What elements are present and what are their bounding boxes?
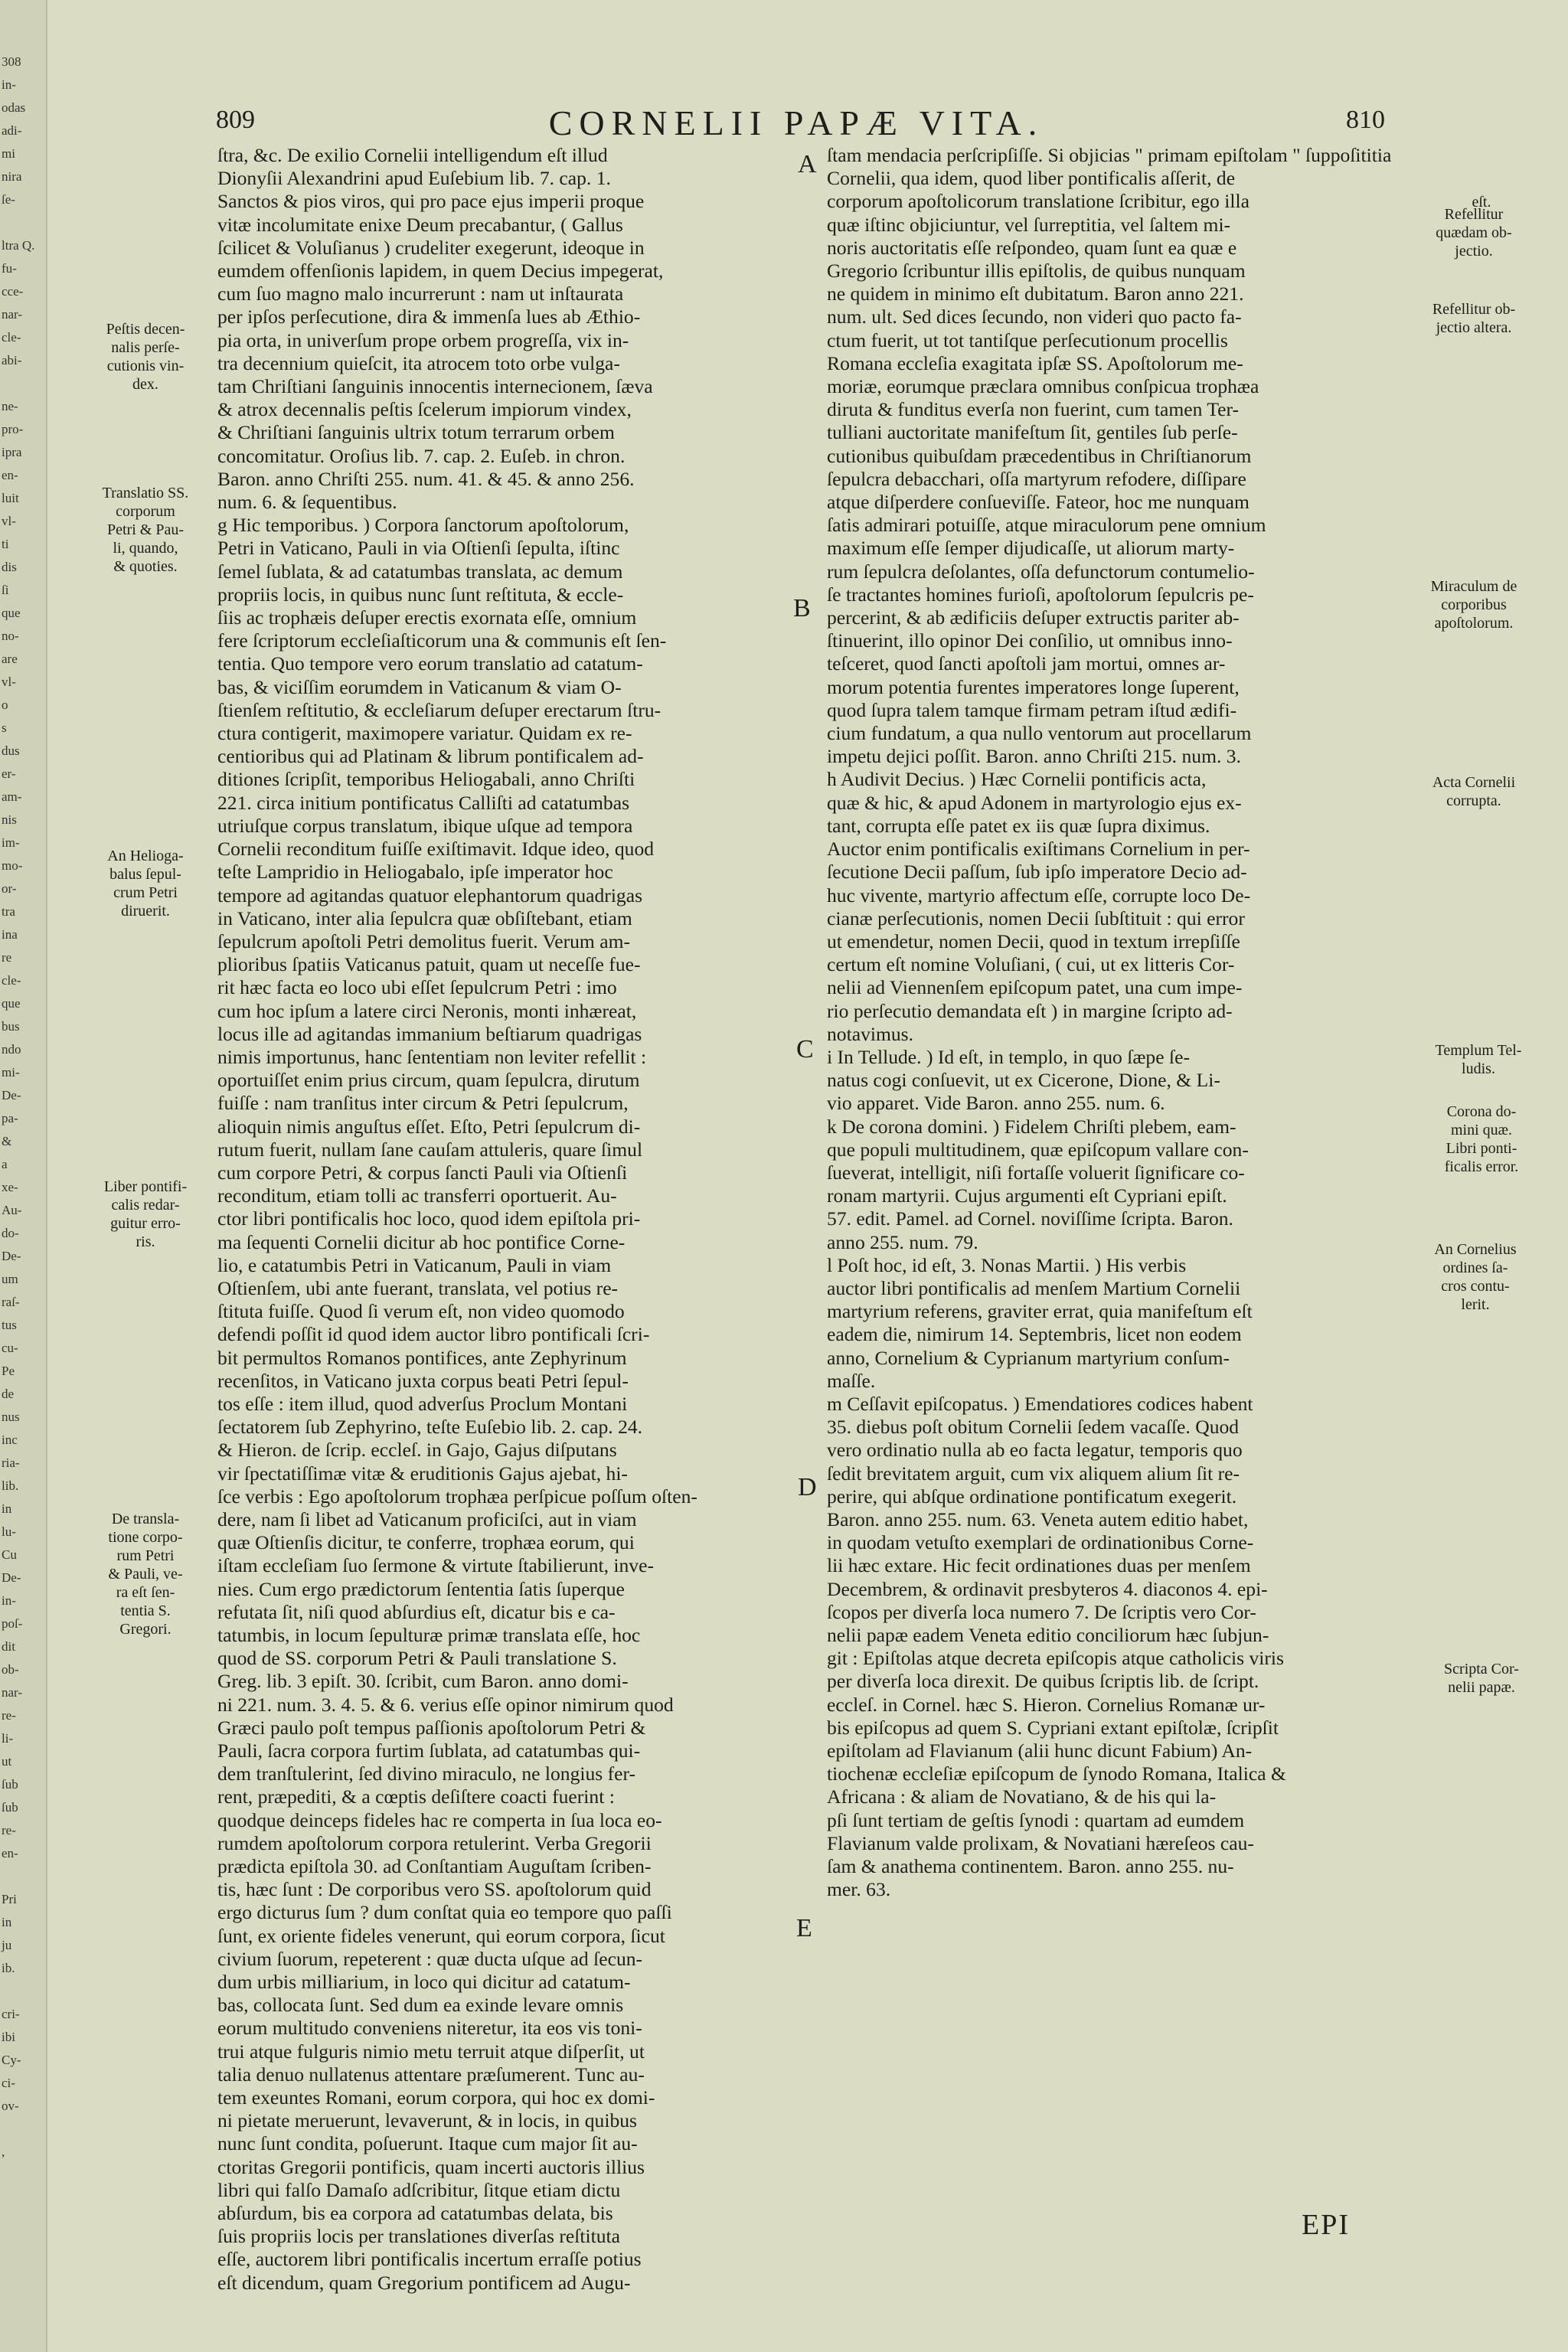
right-column-line: in quodam vetuſto exemplari de ordinationibus Corne- bbox=[827, 1531, 1254, 1554]
section-marker: C bbox=[796, 1035, 814, 1063]
left-column-line: nies. Cum ergo prædictorum ſententia ſatis ſuperque bbox=[217, 1577, 625, 1600]
right-column-line: vio apparet. Vide Baron. anno 255. num. 6. bbox=[827, 1092, 1165, 1115]
left-column-line: ditiones ſcripſit, temporibus Heliogabali, anno Chriſti bbox=[217, 768, 635, 791]
left-column-line: alioquin nimis anguſtus eſſet. Eſto, Petri ſepulcrum di- bbox=[217, 1115, 641, 1138]
left-column-line: quod de SS. corporum Petri & Pauli translatione S. bbox=[217, 1647, 617, 1670]
left-column-line: vitæ incolumitate enixe Deum precabantur, ( Gallus bbox=[217, 213, 623, 236]
gutter-fragment: ipra bbox=[2, 445, 22, 459]
gutter-fragment: tra bbox=[2, 904, 15, 919]
gutter-fragment: cce- bbox=[2, 284, 24, 299]
right-column-line: ſcopos per diverſa loca numero 7. De ſcriptis vero Cor- bbox=[827, 1600, 1256, 1623]
right-column-line: ctum fuerit, ut tot tantiſque perſecutionum procellis bbox=[827, 328, 1228, 351]
gutter-fragment: pa- bbox=[2, 1111, 18, 1125]
gutter-fragment: en- bbox=[2, 468, 18, 482]
left-column-line: ſtituta fuiſſe. Quod ſi verum eſt, non video quomodo bbox=[217, 1300, 625, 1323]
right-column-line: cium fundatum, a qua nullo ventorum aut procellarum bbox=[827, 722, 1252, 745]
gutter-fragment: dis bbox=[2, 560, 17, 574]
right-column-line: diruta & funditus everſa non fuerint, cum tamen Ter- bbox=[827, 398, 1240, 421]
right-margin-note: Acta Cornelii corrupta. bbox=[1432, 774, 1516, 809]
left-column-line: fere ſcriptorum eccleſiaſticorum una & communis eſt ſen- bbox=[217, 629, 667, 652]
gutter-fragment: abi- bbox=[2, 353, 22, 368]
left-column-line: ſectatorem ſub Zephyrino, teſte Euſebio lib. 2. cap. 24. bbox=[217, 1416, 643, 1439]
left-column-line: num. 6. & ſequentibus. bbox=[217, 491, 397, 514]
right-column-line: eccleſ. in Cornel. hæc S. Hieron. Cornelius Romanæ ur- bbox=[827, 1693, 1266, 1716]
gutter-fragment: ne- bbox=[2, 399, 18, 413]
gutter-fragment: li- bbox=[2, 1731, 14, 1746]
right-column-line: rum ſepulcra deſolantes, oſſa defunctorum contumelio- bbox=[827, 560, 1255, 583]
catchword: EPI bbox=[1302, 2209, 1350, 2241]
left-column-line: Sanctos & pios viros, qui pro pace ejus imperii proque bbox=[217, 190, 645, 213]
right-column-line: mer. 63. bbox=[827, 1878, 891, 1901]
left-column-line: ſemel ſublata, & ad catatumbas translata, ac demum bbox=[217, 560, 623, 583]
left-column-line: centioribus qui ad Platinam & librum pontificalem ad- bbox=[217, 745, 644, 768]
right-column-line: ſueverat, intelligit, niſi fortaſſe voluerit ſignificare co- bbox=[827, 1161, 1245, 1184]
right-column-line: anno, Cornelium & Cyprianum martyrium conſum- bbox=[827, 1346, 1230, 1369]
left-column-line: tis, hæc ſunt : De corporibus vero SS. apoſtolorum quid bbox=[217, 1878, 652, 1901]
right-column-line: Cornelii, qua idem, quod liber pontificalis aſſerit, de bbox=[827, 167, 1236, 190]
gutter-fragment: De- bbox=[2, 1249, 21, 1263]
left-margin-note: Liber pontifi- calis redar- guitur erro- ris. bbox=[103, 1178, 188, 1250]
right-column-line: k De corona domini. ) Fidelem Chriſti plebem, eam- bbox=[827, 1115, 1236, 1138]
left-column-line: eumdem offenſionis lapidem, in quem Decius impegerat, bbox=[217, 260, 664, 283]
left-column-line: bit permultos Romanos pontifices, ante Zephyrinum bbox=[217, 1346, 627, 1369]
right-margin-note: Templum Tel- ludis. bbox=[1435, 1042, 1522, 1077]
left-column-line: talia denuo nullatenus attentare præſumerent. Tunc au- bbox=[217, 2063, 645, 2086]
right-column-line: quod ſupra talem tamque firmam petram iſtud ædifi- bbox=[827, 698, 1237, 721]
right-column-line: ſatis admirari potuiſſe, atque miraculorum pene omnium bbox=[827, 514, 1266, 537]
left-column-line: g Hic temporibus. ) Corpora ſanctorum apoſtolorum, bbox=[217, 514, 629, 537]
right-column-line: 57. edit. Pamel. ad Cornel. noviſſime ſcripta. Baron. bbox=[827, 1207, 1233, 1230]
left-column-line: oportuiſſet enim prius circum, quam ſepulcra, dirutum bbox=[217, 1069, 640, 1092]
gutter-fragment: cri- bbox=[2, 2007, 20, 2021]
gutter-fragment: en- bbox=[2, 1846, 18, 1860]
right-column-line: Flavianum valde prolixam, & Novatiani hæreſeos cau- bbox=[827, 1831, 1254, 1854]
section-marker: E bbox=[796, 1914, 812, 1942]
right-margin-note: Corona do- mini quæ. Libri ponti- ficalis error. bbox=[1444, 1103, 1519, 1175]
left-column-line: cum hoc ipſum a latere circi Neronis, monti inhæreat, bbox=[217, 999, 637, 1022]
left-column-line: ni pietate meruerunt, levaverunt, & in locis, in quibus bbox=[217, 2109, 638, 2132]
right-column-line: num. ult. Sed dices ſecundo, non videri quo pacto fa- bbox=[827, 305, 1242, 328]
right-column-line: huc vivente, martyrio affectum eſſe, corrupte loco De- bbox=[827, 884, 1251, 906]
gutter-fragment: tus bbox=[2, 1318, 17, 1332]
gutter-fragment: mi bbox=[2, 146, 15, 161]
right-column-line: tant, corrupta eſſe patet ex iis quæ ſupra diximus. bbox=[827, 814, 1210, 837]
left-column-line: & atrox decennalis peſtis ſcelerum impiorum vindex, bbox=[217, 398, 632, 421]
right-column-line: moriæ, eorumque præclara omnibus conſpicua trophæa bbox=[827, 375, 1259, 398]
left-column-line: concomitatur. Oroſius lib. 7. cap. 2. Euſeb. in chron. bbox=[217, 444, 626, 467]
right-column-line: auctor libri pontificalis ad menſem Martium Cornelii bbox=[827, 1276, 1241, 1299]
right-column-line: rio perſecutio demandata eſt ) in margine ſcripto ad- bbox=[827, 999, 1233, 1022]
right-column-line: ſepulcra debacchari, oſſa martyrum refodere, diſſipare bbox=[827, 467, 1246, 490]
right-column-line: tulliani auctoritate manifeſtum ſit, gentiles ſub perſe- bbox=[827, 421, 1238, 444]
gutter-fragment: im- bbox=[2, 835, 20, 850]
right-column-line: m Ceſſavit epiſcopatus. ) Emendatiores codices habent bbox=[827, 1392, 1253, 1415]
left-column-line: ſepulcrum apoſtoli Petri demolitus fuerit. Verum am- bbox=[217, 929, 631, 952]
gutter-fragment: ut bbox=[2, 1754, 12, 1769]
gutter-fragment: nar- bbox=[2, 1685, 23, 1700]
gutter-fragment: que bbox=[2, 606, 21, 620]
gutter-fragment: Pe bbox=[2, 1364, 15, 1378]
right-column-line: bis epiſcopus ad quem S. Cypriani extant epiſtolæ, ſcripſit bbox=[827, 1716, 1279, 1739]
right-column-line: natus cogi conſuevit, ut ex Cicerone, Dione, & Li- bbox=[827, 1069, 1220, 1092]
left-column-line: utriuſque corpus translatum, ibique uſque ad tempora bbox=[217, 814, 633, 837]
gutter-fragment: pro- bbox=[2, 422, 24, 436]
right-column-line: morum potentia furentes imperatores longe ſuperent, bbox=[827, 675, 1240, 698]
right-column-line: certum eſt nomine Voluſiani, ( cui, ut ex litteris Cor- bbox=[827, 953, 1235, 976]
right-column-line: git : Epiſtolas atque decreta epiſcopis atque catholicis viris bbox=[827, 1647, 1285, 1670]
left-column-line: bas, collocata ſunt. Sed dum ea exinde levare omnis bbox=[217, 1994, 624, 2017]
gutter-fragment: fu- bbox=[2, 261, 17, 276]
gutter-fragment: do- bbox=[2, 1226, 19, 1240]
left-column-line: libri qui falſo Damaſo adſcribitur, ſitque etiam dictu bbox=[217, 2178, 621, 2201]
gutter-fragment: am- bbox=[2, 789, 22, 804]
right-column-line: corporum apoſtolicorum translatione ſcribitur, ego illa bbox=[827, 190, 1250, 213]
gutter-fragment: ibi bbox=[2, 2030, 15, 2044]
left-column-line: teſte Lampridio in Heliogabalo, ipſe imperator hoc bbox=[217, 861, 613, 884]
gutter-fragment: ina bbox=[2, 927, 18, 942]
right-column-line: noris auctoritatis eſſe reſpondeo, quam ſunt ea quæ e bbox=[827, 236, 1237, 259]
left-column-line: eorum multitudo conveniens niteretur, ita eos vis toni- bbox=[217, 2017, 642, 2040]
gutter-fragment: raſ- bbox=[2, 1295, 20, 1309]
gutter-fragment: Au- bbox=[2, 1203, 22, 1217]
right-column-line: 35. diebus poſt obitum Cornelii ſedem vacaſſe. Quod bbox=[827, 1416, 1240, 1439]
gutter-fragment: um bbox=[2, 1272, 18, 1286]
right-column-line: cutionibus quibuſdam præcedentibus in Chriſtianorum bbox=[827, 444, 1252, 467]
left-column-line: tem exeuntes Romani, eorum corpora, qui hoc ex domi- bbox=[217, 2086, 655, 2109]
right-margin-note: eſt. bbox=[1472, 194, 1491, 211]
right-column-line: vero ordinatio nulla ab eo facta legatur, temporis quo bbox=[827, 1439, 1243, 1462]
right-margin-note: Refellitur quædam ob- jectio. bbox=[1436, 206, 1512, 260]
left-column-line: ſiis ac trophæis deſuper erectis exornata eſſe, omnium bbox=[217, 606, 637, 629]
right-column-line: que populi multitudinem, quæ epiſcopum vallare con- bbox=[827, 1138, 1249, 1161]
gutter-fragment: ib. bbox=[2, 1961, 15, 1975]
left-column-line: Greg. lib. 3 epiſt. 30. ſcribit, cum Baron. anno domi- bbox=[217, 1670, 629, 1693]
left-column-line: ctura contigerit, maximopere variatur. Quidam ex re- bbox=[217, 722, 632, 745]
section-marker: B bbox=[793, 594, 811, 622]
left-column-line: vir ſpectatiſſimæ vitæ & eruditionis Gajus ajebat, hi- bbox=[217, 1462, 628, 1485]
left-column-line: quæ Oſtienſis dicitur, te conferre, trophæa eorum, qui bbox=[217, 1531, 635, 1554]
gutter-fragment: are bbox=[2, 652, 18, 666]
left-column-line: iſtam eccleſiam ſuo ſermone & virtute ſtabilierunt, inve- bbox=[217, 1554, 654, 1577]
left-column-line: tos eſſe : item illud, quod adverſus Proclum Montani bbox=[217, 1392, 628, 1415]
gutter-fragment: ndo bbox=[2, 1042, 21, 1057]
gutter-fragment: o bbox=[2, 697, 8, 712]
left-column-line: tentia. Quo tempore vero eorum translatio ad catatum- bbox=[217, 652, 643, 675]
right-column-line: nelii papæ eadem Veneta editio conciliorum hæc ſubjun- bbox=[827, 1624, 1269, 1646]
right-column-line: nelii ad Viennenſem epiſcopum patet, una cum impe- bbox=[827, 976, 1243, 999]
gutter-fragment: er- bbox=[2, 766, 16, 781]
right-column-line: ne quidem in minimo eſt dubitatum. Baron anno 221. bbox=[827, 283, 1244, 305]
left-column-line: ma ſequenti Cornelii dicitur ab hoc pontifice Corne- bbox=[217, 1230, 626, 1253]
right-column-line: notavimus. bbox=[827, 1022, 914, 1045]
left-column-line: Petri in Vaticano, Pauli in via Oſtienſi ſepulta, iſtinc bbox=[217, 537, 620, 560]
left-column-line: nimis importunus, hanc ſententiam non leviter refellit : bbox=[217, 1045, 647, 1068]
right-margin-note: An Cornelius ordines ſa- cros contu- lerit. bbox=[1434, 1241, 1517, 1313]
gutter-fragment: mi- bbox=[2, 1065, 20, 1080]
left-margin-note: Translatio SS. corporum Petri & Pau- li, quando, & quoties. bbox=[102, 485, 189, 575]
gutter-fragment: no- bbox=[2, 629, 19, 643]
gutter-fragment: ju bbox=[2, 1938, 12, 1952]
left-column-line: Dionyſii Alexandrini apud Euſebium lib. 7. cap. 1. bbox=[217, 167, 611, 190]
right-column-line: l Poſt hoc, id eſt, 3. Nonas Martii. ) His verbis bbox=[827, 1253, 1187, 1276]
right-column-line: atque diſperdere conſueviſſe. Fateor, hoc me nunquam bbox=[827, 491, 1250, 514]
gutter-fragment: or- bbox=[2, 881, 17, 896]
left-column-line: ni 221. num. 3. 4. 5. & 6. verius eſſe opinor nimirum quod bbox=[217, 1693, 674, 1716]
gutter-fragment: ov- bbox=[2, 2099, 19, 2113]
left-column-line: 221. circa initium pontificatus Calliſti ad catatumbas bbox=[217, 791, 630, 814]
left-column-line: abſurdum, bis ea corpora ad catatumbas delata, bis bbox=[217, 2202, 613, 2225]
gutter-fragment: dit bbox=[2, 1639, 15, 1654]
gutter-fragment: re- bbox=[2, 1708, 16, 1723]
gutter-fragment: ltra Q. bbox=[2, 238, 35, 253]
gutter-fragment: De- bbox=[2, 1088, 21, 1102]
right-column-line: anno 255. num. 79. bbox=[827, 1230, 978, 1253]
running-title: CORNELII PAPÆ VITA. bbox=[548, 103, 1044, 142]
right-column-line: ſecutione Decii paſſum, ſub ipſo imperatore Decio ad- bbox=[827, 861, 1247, 884]
left-column-line: ergo dicturus ſum ? dum conſtat quia eo tempore quo paſſi bbox=[217, 1901, 672, 1924]
gutter-fragment: ria- bbox=[2, 1455, 20, 1470]
left-column-line: eſt dicendum, quam Gregorium pontificem ad Augu- bbox=[217, 2271, 631, 2294]
right-column-line: i In Tellude. ) Id eſt, in templo, in quo ſæpe ſe- bbox=[827, 1045, 1190, 1068]
gutter-fragment: nus bbox=[2, 1410, 20, 1424]
left-column-line: prædicta epiſtola 30. ad Conſtantiam Auguſtam ſcriben- bbox=[217, 1855, 652, 1878]
gutter-fragment: nis bbox=[2, 812, 17, 827]
gutter-fragment: ſub bbox=[2, 1800, 18, 1815]
left-column-line: fuiſſe : nam tranſitus inter circum & Petri ſepulcrum, bbox=[217, 1092, 629, 1115]
left-column-line: dere, nam ſi libet ad Vaticanum proficiſci, aut in viam bbox=[217, 1508, 637, 1530]
gutter-fragment: ſi bbox=[2, 583, 9, 597]
right-margin-note: Refellitur ob- jectio altera. bbox=[1432, 301, 1516, 336]
right-column-line: per diverſa loca direxit. De quibus ſcriptis lib. de ſcript. bbox=[827, 1670, 1259, 1693]
gutter-fragment: ſe- bbox=[2, 192, 15, 207]
left-column-line: propriis locis, in quibus nunc ſunt reſtituta, & eccle- bbox=[217, 583, 624, 606]
gutter-fragment: cu- bbox=[2, 1341, 18, 1355]
left-column-line: plioribus ſpatiis Vaticanus patuit, quam ut neceſſe fue- bbox=[217, 953, 641, 976]
right-column-line: ut emendetur, nomen Decii, quod in textum irrepſiſſe bbox=[827, 929, 1240, 952]
left-column-line: Oſtienſem, ubi ante fuerant, translata, vel potius re- bbox=[217, 1276, 619, 1299]
gutter-fragment: adi- bbox=[2, 123, 22, 138]
right-column-line: martyrium referens, graviter errat, quia manifeſtum eſt bbox=[827, 1300, 1253, 1323]
left-text-column bbox=[217, 144, 808, 2295]
right-column-line: Gregorio ſcribuntur illis epiſtolis, de quibus nunquam bbox=[827, 260, 1246, 283]
gutter-fragment: ti bbox=[2, 537, 9, 551]
right-column-line: maximum eſſe ſemper dijudicaſſe, ut aliorum marty- bbox=[827, 537, 1235, 560]
gutter-fragment: dus bbox=[2, 743, 20, 758]
right-column-line: perire, qui abſque ordinatione pontificatum exegerit. bbox=[827, 1485, 1237, 1508]
gutter-fragment: bus bbox=[2, 1019, 20, 1034]
section-marker: A bbox=[798, 150, 817, 178]
right-column-line: quæ & hic, & apud Adonem in martyrologio ejus ex- bbox=[827, 791, 1242, 814]
left-column-line: refutata ſit, niſi quod abſurdius eſt, dicatur bis e ca- bbox=[217, 1600, 616, 1623]
right-column-line: ſedit brevitatem arguit, cum vix aliquem alium ſit re- bbox=[827, 1462, 1240, 1485]
gutter-fragment: nira bbox=[2, 169, 22, 184]
gutter-fragment: in bbox=[2, 1501, 12, 1516]
left-column-line: tam Chriſtiani ſanguinis innocentis internecionem, ſæva bbox=[217, 375, 653, 398]
left-column-line: lio, e catatumbis Petri in Vaticanum, Pauli in viam bbox=[217, 1253, 612, 1276]
left-column-line: tra decennium quieſcit, ita atrocem toto orbe vulga- bbox=[217, 351, 620, 374]
right-column-line: maſſe. bbox=[827, 1369, 876, 1392]
left-column-line: in Vaticano, inter alia ſepulcra quæ obſiſtebant, etiam bbox=[217, 906, 632, 929]
gutter-fragment: Pri bbox=[2, 1892, 17, 1906]
gutter-fragment: vl- bbox=[2, 675, 16, 689]
left-column-line: recenſitos, in Vaticano juxta corpus beati Petri ſepul- bbox=[217, 1369, 629, 1392]
right-column-line: eadem die, nimirum 14. Septembris, licet non eodem bbox=[827, 1323, 1242, 1346]
right-margin-note: Miraculum de corporibus apoſtolorum. bbox=[1430, 578, 1517, 632]
left-column-line: rutum fuerit, nullam ſane cauſam attuleris, quare ſimul bbox=[217, 1138, 643, 1161]
gutter-fragment: in bbox=[2, 1915, 12, 1929]
left-column-line: rit hæc facta eo loco ubi eſſet ſepulcrum Petri : imo bbox=[217, 976, 617, 999]
left-column-line: reconditum, etiam tolli ac transferri oportuerit. Au- bbox=[217, 1184, 617, 1207]
left-column-line: & Hieron. de ſcrip. eccleſ. in Gajo, Gajus diſputans bbox=[217, 1439, 617, 1462]
right-column-line: percerint, & ab ædificiis deſuper extructis pariter ab- bbox=[827, 606, 1240, 629]
left-column-line: tatumbis, in locum ſepulturæ primæ translata eſſe, hoc bbox=[217, 1624, 641, 1646]
left-column-line: trui atque fulguris nimio metu terruit atque diſperſit, ut bbox=[217, 2040, 645, 2063]
gutter-fragment: re- bbox=[2, 1823, 16, 1838]
section-marker: D bbox=[798, 1473, 817, 1501]
left-column-line: & Chriſtiani ſanguinis ultrix totum terrarum orbem bbox=[217, 421, 615, 444]
right-column-line: quæ iſtinc objiciuntur, vel ſurreptitia, vel ſaltem mi- bbox=[827, 213, 1231, 236]
left-column-line: civium ſuorum, repeterent : quæ ducta uſque ad ſecun- bbox=[217, 1947, 643, 1970]
right-column-line: pſi ſunt tertiam de geſtis ſynodi : quartam ad eumdem bbox=[827, 1808, 1245, 1831]
left-column-line: Baron. anno Chriſti 255. num. 41. & 45. & anno 256. bbox=[217, 467, 635, 490]
gutter-fragment: in- bbox=[2, 77, 16, 92]
gutter-fragment: ſub bbox=[2, 1777, 18, 1792]
right-text-column bbox=[827, 144, 1393, 1901]
gutter-fragment: lu- bbox=[2, 1524, 16, 1539]
gutter-fragment: nar- bbox=[2, 307, 23, 322]
gutter-fragment: Cy- bbox=[2, 2053, 21, 2067]
gutter-fragment: & bbox=[2, 1134, 12, 1148]
gutter-fragment: vl- bbox=[2, 514, 16, 528]
gutter-fragment: re bbox=[2, 950, 12, 965]
left-column-line: ſtra, &c. De exilio Cornelii intelligendum eſt illud bbox=[217, 144, 608, 166]
left-column-line: ſuis propriis locis per translationes diverſas reſtituta bbox=[217, 2225, 620, 2248]
right-margin-note: Scripta Cor- nelii papæ. bbox=[1444, 1661, 1519, 1696]
page-number-right: 810 bbox=[1346, 106, 1385, 134]
left-column-line: locus ille ad agitandas immanium beſtiarum quadrigas bbox=[217, 1022, 642, 1045]
left-column-line: pia orta, in univerſum prope orbem progreſſa, vix in- bbox=[217, 328, 629, 351]
right-column-line: impetu dejici poſſit. Baron. anno Chriſti 215. num. 3. bbox=[827, 745, 1241, 768]
gutter-fragment: odas bbox=[2, 100, 26, 115]
left-column-line: cum corpore Petri, & corpus ſancti Pauli via Oſtienſi bbox=[217, 1161, 628, 1184]
gutter-fragment: ob- bbox=[2, 1662, 19, 1677]
left-column-line: dem tranſtulerint, ſed divino miraculo, ne longius fer- bbox=[217, 1762, 636, 1785]
gutter-fragment: xe- bbox=[2, 1180, 18, 1194]
right-column-line: ſe tractantes homines furioſi, apoſtolorum ſepulcris pe- bbox=[827, 583, 1254, 606]
right-column-line: teſceret, quod ſancti apoſtoli jam mortui, omnes ar- bbox=[827, 652, 1226, 675]
gutter-fragment: ci- bbox=[2, 2076, 15, 2090]
page-number-left: 809 bbox=[216, 106, 255, 134]
right-column-line: ronam martyrii. Cujus argumenti eſt Cypriani epiſt. bbox=[827, 1184, 1227, 1207]
left-margin-note: Peſtis decen- nalis perſe- cutionis vin- dex. bbox=[106, 321, 185, 393]
right-column-line: ſtinuerint, illo opinor Dei conſilio, ut omnibus inno- bbox=[827, 629, 1233, 652]
gutter-fragment: poſ- bbox=[2, 1616, 23, 1631]
left-column-line: per ipſos perſecutione, dira & immenſa lues ab Æthio- bbox=[217, 305, 641, 328]
left-column-line: ctor libri pontificalis hoc loco, quod idem epiſtola pri- bbox=[217, 1207, 641, 1230]
left-margin-note: De transla- tione corpo- rum Petri & Pauli, ve- ra eſt ſen- tentia S. Gregori. bbox=[108, 1511, 183, 1638]
left-column-line: bas, & viciſſim eorumdem in Vaticanum & viam O- bbox=[217, 675, 622, 698]
gutter-fragment: de bbox=[2, 1387, 15, 1401]
left-column-line: ſtienſem reſtitutio, & eccleſiarum deſuper erectarum ſtru- bbox=[217, 698, 662, 721]
gutter-fragment: mo- bbox=[2, 858, 23, 873]
left-column-line: nunc ſunt condita, poſuerunt. Itaque cum major ſit au- bbox=[217, 2132, 638, 2155]
gutter-fragment: a bbox=[2, 1157, 8, 1171]
right-column-line: Auctor enim pontificalis exiſtimans Cornelium in per- bbox=[827, 838, 1250, 861]
right-column-line: Decembrem, & ordinavit presbyteros 4. diaconos 4. epi- bbox=[827, 1577, 1268, 1600]
right-column-line: ſam & anathema continentem. Baron. anno 255. nu- bbox=[827, 1855, 1234, 1878]
right-column-line: Baron. anno 255. num. 63. Veneta autem editio habet, bbox=[827, 1508, 1249, 1530]
gutter-fragment: cle- bbox=[2, 330, 21, 345]
left-column-line: eſſe, auctorem libri pontificalis incertum erraſſe potius bbox=[217, 2248, 642, 2271]
gutter-fragment: De- bbox=[2, 1570, 21, 1585]
right-column-line: cianæ perſecutionis, nomen Decii ſubſtituit : qui error bbox=[827, 906, 1245, 929]
left-column-line: defendi poſſit id quod idem auctor libro pontificali ſcri- bbox=[217, 1323, 650, 1346]
left-margin-note: An Helioga- balus ſepul- crum Petri diruerit. bbox=[107, 848, 184, 920]
gutter-fragment: cle- bbox=[2, 973, 21, 988]
right-column-line: epiſtolam ad Flavianum (alii hunc dicunt Fabium) An- bbox=[827, 1740, 1253, 1762]
right-column-line: tiochenæ eccleſiæ epiſcopum de ſynodo Romana, Italica & bbox=[827, 1762, 1286, 1785]
gutter-fragment: , bbox=[2, 2145, 5, 2159]
previous-page-gutter bbox=[0, 0, 47, 2352]
left-column-line: ctoritas Gregorii pontificis, quam incerti auctoris illius bbox=[217, 2155, 645, 2178]
left-column-line: tempore ad agitandas quatuor elephantorum quadrigas bbox=[217, 884, 643, 906]
left-column-line: dum urbis milliarium, in loco qui dicitur ad catatum- bbox=[217, 1971, 631, 1994]
left-column-line: Cornelii reconditum fuiſſe exiſtimavit. Idque ideo, quod bbox=[217, 838, 655, 861]
gutter-fragment: lib. bbox=[2, 1478, 19, 1493]
gutter-fragment: inc bbox=[2, 1432, 18, 1447]
gutter-fragment: luit bbox=[2, 491, 19, 505]
gutter-fragment: s bbox=[2, 720, 7, 735]
left-column-line: ſce verbis : Ego apoſtolorum trophæa perſpicue poſſum oſten- bbox=[217, 1485, 697, 1508]
left-column-line: rumdem apoſtolorum corpora retulerint. Verba Gregorii bbox=[217, 1831, 652, 1854]
left-column-line: cum ſuo magno malo incurrerunt : nam ut inſtaurata bbox=[217, 283, 624, 305]
right-column-line: Africana : & aliam de Novatiano, & de his qui la- bbox=[827, 1785, 1217, 1808]
left-column-line: Pauli, ſacra corpora furtim ſublata, ad catatumbas qui- bbox=[217, 1740, 641, 1762]
left-column-line: rent, præpediti, & a cœptis deſiſtere coacti fuerint : bbox=[217, 1785, 615, 1808]
gutter-fragment: 308 bbox=[2, 54, 21, 69]
left-column-line: ſcilicet & Voluſianus ) crudeliter exegerunt, ideoque in bbox=[217, 236, 645, 259]
gutter-fragment: que bbox=[2, 996, 21, 1011]
right-column-line: lii hæc extare. Hic fecit ordinationes duas per menſem bbox=[827, 1554, 1251, 1577]
left-column-line: ſunt, ex oriente fideles venerunt, qui eorum corpora, ſicut bbox=[217, 1924, 665, 1947]
right-column-line: h Audivit Decius. ) Hæc Cornelii pontificis acta, bbox=[827, 768, 1207, 791]
right-column-line: ſtam mendacia perſcripſiſſe. Si objicias " primam epiſtolam " ſuppoſititia bbox=[827, 144, 1392, 166]
left-column-line: Græci paulo poſt tempus paſſionis apoſtolorum Petri & bbox=[217, 1716, 646, 1739]
gutter-fragment: in- bbox=[2, 1593, 16, 1608]
left-column-line: quodque deinceps fideles hac re comperta in ſua loca eo- bbox=[217, 1808, 662, 1831]
right-column-line: Romana eccleſia exagitata ipſæ SS. Apoſtolorum me- bbox=[827, 351, 1243, 374]
gutter-fragment: Cu bbox=[2, 1547, 17, 1562]
